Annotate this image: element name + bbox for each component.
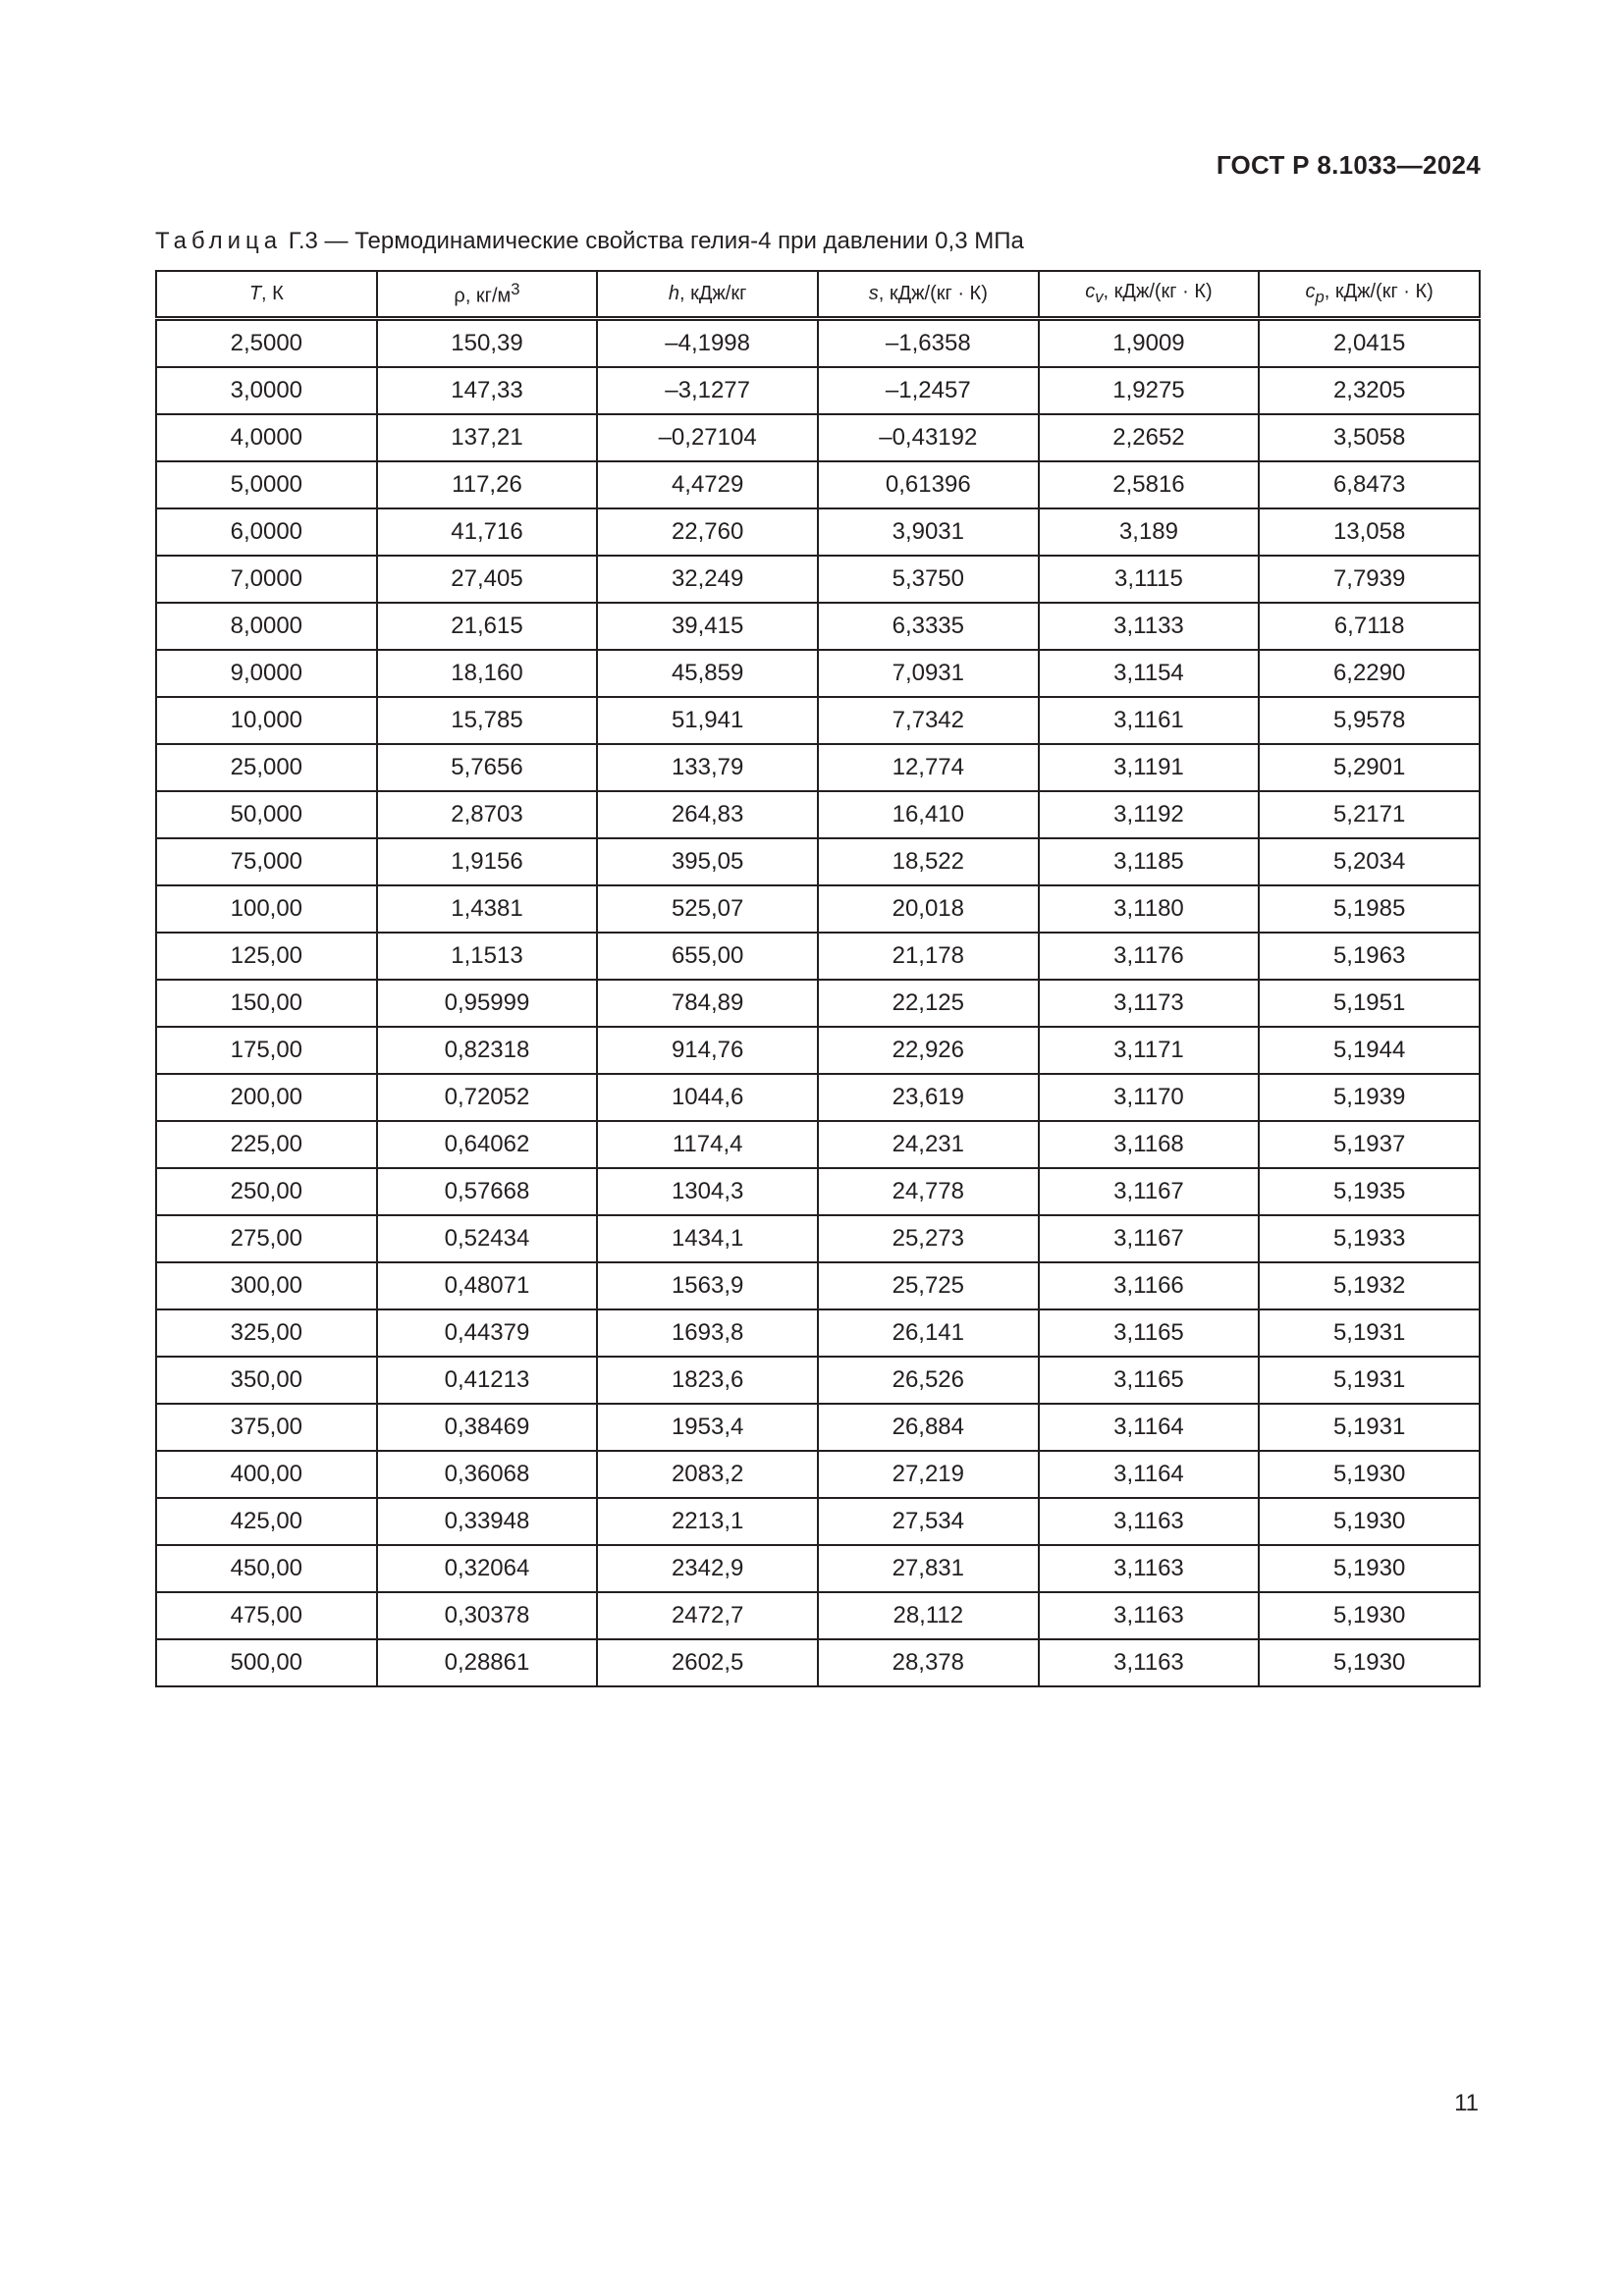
table-cell: 6,3335: [818, 603, 1039, 650]
table-cell: 15,785: [377, 697, 598, 744]
table-cell: 0,30378: [377, 1592, 598, 1639]
table-cell: 1953,4: [597, 1404, 818, 1451]
table-row: [156, 367, 1480, 414]
table-cell: –0,27104: [597, 414, 818, 461]
table-cell: 3,1154: [1039, 650, 1260, 697]
table-row: [156, 1074, 1480, 1121]
table-cell: 3,1180: [1039, 885, 1260, 933]
table-cell: 3,1185: [1039, 838, 1260, 885]
table-cell: 20,018: [818, 885, 1039, 933]
table-cell: 32,249: [597, 556, 818, 603]
table-cell: 3,1133: [1039, 603, 1260, 650]
table-cell: 6,8473: [1259, 461, 1480, 508]
table-cell: 3,9031: [818, 508, 1039, 556]
table-cell: 3,1164: [1039, 1451, 1260, 1498]
table-cell: 250,00: [156, 1168, 377, 1215]
table-cell: 51,941: [597, 697, 818, 744]
table-cell: 0,52434: [377, 1215, 598, 1262]
table-cell: 1693,8: [597, 1309, 818, 1357]
table-cell: 5,1963: [1259, 933, 1480, 980]
table-cell: 22,125: [818, 980, 1039, 1027]
table-cell: 8,0000: [156, 603, 377, 650]
table-cell: 475,00: [156, 1592, 377, 1639]
table-row: [156, 791, 1480, 838]
table-cell: 5,1931: [1259, 1404, 1480, 1451]
table-cell: 25,725: [818, 1262, 1039, 1309]
table-cell: 1,4381: [377, 885, 598, 933]
table-cell: 5,0000: [156, 461, 377, 508]
table-cell: 2342,9: [597, 1545, 818, 1592]
table-cell: 400,00: [156, 1451, 377, 1498]
table-cell: 75,000: [156, 838, 377, 885]
table-cell: 24,231: [818, 1121, 1039, 1168]
table-cell: 0,44379: [377, 1309, 598, 1357]
table-cell: 1044,6: [597, 1074, 818, 1121]
table-cell: 2,2652: [1039, 414, 1260, 461]
table-cell: 2,0415: [1259, 319, 1480, 368]
table-row: [156, 1357, 1480, 1404]
table-cell: 7,7939: [1259, 556, 1480, 603]
table-cell: 3,1163: [1039, 1592, 1260, 1639]
table-cell: 3,1191: [1039, 744, 1260, 791]
table-cell: 26,141: [818, 1309, 1039, 1357]
table-row: [156, 650, 1480, 697]
thermodynamic-properties-table: [155, 270, 1481, 1687]
table-cell: 3,1163: [1039, 1498, 1260, 1545]
table-cell: 0,72052: [377, 1074, 598, 1121]
table-row: [156, 980, 1480, 1027]
table-cell: 3,189: [1039, 508, 1260, 556]
table-cell: 25,273: [818, 1215, 1039, 1262]
table-cell: 350,00: [156, 1357, 377, 1404]
table-cell: 0,95999: [377, 980, 598, 1027]
table-cell: 5,1944: [1259, 1027, 1480, 1074]
table-row: [156, 1592, 1480, 1639]
table-row: [156, 697, 1480, 744]
table-cell: 5,1930: [1259, 1592, 1480, 1639]
table-caption-prefix: Таблица: [155, 228, 283, 254]
table-cell: 5,1951: [1259, 980, 1480, 1027]
table-row: [156, 1498, 1480, 1545]
table-cell: 5,1930: [1259, 1545, 1480, 1592]
table-cell: 2,5000: [156, 319, 377, 368]
table-cell: 137,21: [377, 414, 598, 461]
table-row: [156, 461, 1480, 508]
table-cell: 5,9578: [1259, 697, 1480, 744]
table-cell: 1,1513: [377, 933, 598, 980]
table-cell: 6,2290: [1259, 650, 1480, 697]
table-row: [156, 1215, 1480, 1262]
table-cell: 0,57668: [377, 1168, 598, 1215]
column-header-isochoric-heat-capacity: $c_v$, кДж/(кг · К): [1039, 271, 1260, 319]
table-cell: 7,0931: [818, 650, 1039, 697]
table-cell: 0,82318: [377, 1027, 598, 1074]
table-cell: 3,1170: [1039, 1074, 1260, 1121]
table-cell: 4,4729: [597, 461, 818, 508]
table-cell: 28,378: [818, 1639, 1039, 1686]
table-caption: [155, 228, 1024, 255]
table-row: [156, 508, 1480, 556]
table-row: [156, 838, 1480, 885]
table-cell: 41,716: [377, 508, 598, 556]
table-cell: –3,1277: [597, 367, 818, 414]
table-cell: 5,1930: [1259, 1498, 1480, 1545]
table-cell: 3,1167: [1039, 1215, 1260, 1262]
table-cell: 3,1164: [1039, 1404, 1260, 1451]
table-cell: 2472,7: [597, 1592, 818, 1639]
table-cell: 0,33948: [377, 1498, 598, 1545]
table-cell: 2602,5: [597, 1639, 818, 1686]
table-cell: 300,00: [156, 1262, 377, 1309]
table-cell: –0,43192: [818, 414, 1039, 461]
table-cell: 425,00: [156, 1498, 377, 1545]
table-row: [156, 1168, 1480, 1215]
table-cell: 655,00: [597, 933, 818, 980]
table-row: [156, 933, 1480, 980]
table-caption-text: Г.3 — Термодинамические свойства гелия-4 при давлении 0,3 МПа: [282, 228, 1024, 254]
table-cell: 7,0000: [156, 556, 377, 603]
column-header-entropy: s, кДж/(кг · К): [818, 271, 1039, 319]
table-row: [156, 414, 1480, 461]
table-cell: 1434,1: [597, 1215, 818, 1262]
table-body: [156, 319, 1480, 1687]
table-cell: 7,7342: [818, 697, 1039, 744]
table-cell: 9,0000: [156, 650, 377, 697]
table-cell: 5,1985: [1259, 885, 1480, 933]
table-cell: 5,2034: [1259, 838, 1480, 885]
table-cell: 3,1168: [1039, 1121, 1260, 1168]
document-code: ГОСТ Р 8.1033—2024: [1216, 150, 1481, 180]
table-cell: 27,405: [377, 556, 598, 603]
table-cell: 2083,2: [597, 1451, 818, 1498]
table-cell: 3,1166: [1039, 1262, 1260, 1309]
table-cell: 45,859: [597, 650, 818, 697]
table-row: [156, 1545, 1480, 1592]
table-cell: 27,219: [818, 1451, 1039, 1498]
table-cell: 525,07: [597, 885, 818, 933]
table-cell: 2,8703: [377, 791, 598, 838]
table-cell: 6,0000: [156, 508, 377, 556]
table-row: [156, 556, 1480, 603]
table-cell: 13,058: [1259, 508, 1480, 556]
table-cell: 27,534: [818, 1498, 1039, 1545]
table-cell: 0,38469: [377, 1404, 598, 1451]
table-cell: 12,774: [818, 744, 1039, 791]
table-header-row: [156, 271, 1480, 319]
table-cell: 450,00: [156, 1545, 377, 1592]
table-cell: 39,415: [597, 603, 818, 650]
table-cell: 0,36068: [377, 1451, 598, 1498]
table-cell: 375,00: [156, 1404, 377, 1451]
table-cell: 21,178: [818, 933, 1039, 980]
table-cell: 264,83: [597, 791, 818, 838]
table-row: [156, 603, 1480, 650]
table-row: [156, 1121, 1480, 1168]
table-cell: –1,2457: [818, 367, 1039, 414]
table-cell: 5,2901: [1259, 744, 1480, 791]
table-cell: 1304,3: [597, 1168, 818, 1215]
table-cell: 22,760: [597, 508, 818, 556]
column-header-enthalpy: h, кДж/кг: [597, 271, 818, 319]
table-cell: 28,112: [818, 1592, 1039, 1639]
table-cell: 395,05: [597, 838, 818, 885]
table-row: [156, 1639, 1480, 1686]
table-cell: 133,79: [597, 744, 818, 791]
table-cell: 200,00: [156, 1074, 377, 1121]
table-cell: 3,1176: [1039, 933, 1260, 980]
table-cell: 1,9275: [1039, 367, 1260, 414]
table-cell: 5,3750: [818, 556, 1039, 603]
table-cell: 18,522: [818, 838, 1039, 885]
table-cell: 5,1931: [1259, 1357, 1480, 1404]
table-cell: 26,884: [818, 1404, 1039, 1451]
column-header-temperature: T, К: [156, 271, 377, 319]
table-row: [156, 1451, 1480, 1498]
table-cell: 1,9009: [1039, 319, 1260, 368]
table-cell: 0,64062: [377, 1121, 598, 1168]
table-cell: 225,00: [156, 1121, 377, 1168]
table-cell: 1174,4: [597, 1121, 818, 1168]
table-cell: 22,926: [818, 1027, 1039, 1074]
table-cell: 3,1171: [1039, 1027, 1260, 1074]
table-cell: 3,1165: [1039, 1309, 1260, 1357]
table-cell: 5,1930: [1259, 1639, 1480, 1686]
table-cell: 1823,6: [597, 1357, 818, 1404]
column-header-density: ρ, $кг/м^3$: [377, 271, 598, 319]
table-cell: 24,778: [818, 1168, 1039, 1215]
table-cell: 150,39: [377, 319, 598, 368]
table-cell: 5,1935: [1259, 1168, 1480, 1215]
table-row: [156, 1309, 1480, 1357]
page-number: 11: [1454, 2090, 1479, 2116]
table-cell: 23,619: [818, 1074, 1039, 1121]
table-cell: 150,00: [156, 980, 377, 1027]
table-cell: 5,1937: [1259, 1121, 1480, 1168]
table-cell: 5,1932: [1259, 1262, 1480, 1309]
table-cell: 2,3205: [1259, 367, 1480, 414]
table-cell: 10,000: [156, 697, 377, 744]
table-row: [156, 1262, 1480, 1309]
table-cell: 3,1165: [1039, 1357, 1260, 1404]
table-cell: 3,1167: [1039, 1168, 1260, 1215]
table-cell: 0,32064: [377, 1545, 598, 1592]
table-cell: –1,6358: [818, 319, 1039, 368]
table-cell: 3,1163: [1039, 1545, 1260, 1592]
table-cell: 3,5058: [1259, 414, 1480, 461]
table-cell: 2213,1: [597, 1498, 818, 1545]
table-cell: 5,1939: [1259, 1074, 1480, 1121]
table-cell: 914,76: [597, 1027, 818, 1074]
table-cell: 21,615: [377, 603, 598, 650]
table-cell: 1563,9: [597, 1262, 818, 1309]
table-cell: 500,00: [156, 1639, 377, 1686]
table-cell: 3,1163: [1039, 1639, 1260, 1686]
table-cell: 5,2171: [1259, 791, 1480, 838]
table-cell: 0,41213: [377, 1357, 598, 1404]
table-cell: 5,1931: [1259, 1309, 1480, 1357]
table-cell: 325,00: [156, 1309, 377, 1357]
table-cell: 0,28861: [377, 1639, 598, 1686]
table-cell: 117,26: [377, 461, 598, 508]
table-cell: –4,1998: [597, 319, 818, 368]
table-cell: 175,00: [156, 1027, 377, 1074]
table-cell: 784,89: [597, 980, 818, 1027]
table-row: [156, 885, 1480, 933]
table-cell: 25,000: [156, 744, 377, 791]
table-cell: 0,48071: [377, 1262, 598, 1309]
table-cell: 18,160: [377, 650, 598, 697]
table-row: [156, 1404, 1480, 1451]
table-cell: 6,7118: [1259, 603, 1480, 650]
table-row: [156, 744, 1480, 791]
table-cell: 5,1930: [1259, 1451, 1480, 1498]
table-cell: 3,1173: [1039, 980, 1260, 1027]
table-cell: 147,33: [377, 367, 598, 414]
table-cell: 4,0000: [156, 414, 377, 461]
table-cell: 1,9156: [377, 838, 598, 885]
table-cell: 3,1192: [1039, 791, 1260, 838]
table-row: [156, 319, 1480, 368]
table-cell: 5,1933: [1259, 1215, 1480, 1262]
table-cell: 3,0000: [156, 367, 377, 414]
table-cell: 100,00: [156, 885, 377, 933]
table-cell: 27,831: [818, 1545, 1039, 1592]
table-cell: 26,526: [818, 1357, 1039, 1404]
column-header-isobaric-heat-capacity: $c_p$, кДж/(кг · К): [1259, 271, 1480, 319]
table-cell: 50,000: [156, 791, 377, 838]
table-cell: 3,1161: [1039, 697, 1260, 744]
table-cell: 125,00: [156, 933, 377, 980]
table-row: [156, 1027, 1480, 1074]
table-cell: 16,410: [818, 791, 1039, 838]
table-cell: 5,7656: [377, 744, 598, 791]
table-cell: 275,00: [156, 1215, 377, 1262]
table-cell: 2,5816: [1039, 461, 1260, 508]
table-cell: 3,1115: [1039, 556, 1260, 603]
table-cell: 0,61396: [818, 461, 1039, 508]
